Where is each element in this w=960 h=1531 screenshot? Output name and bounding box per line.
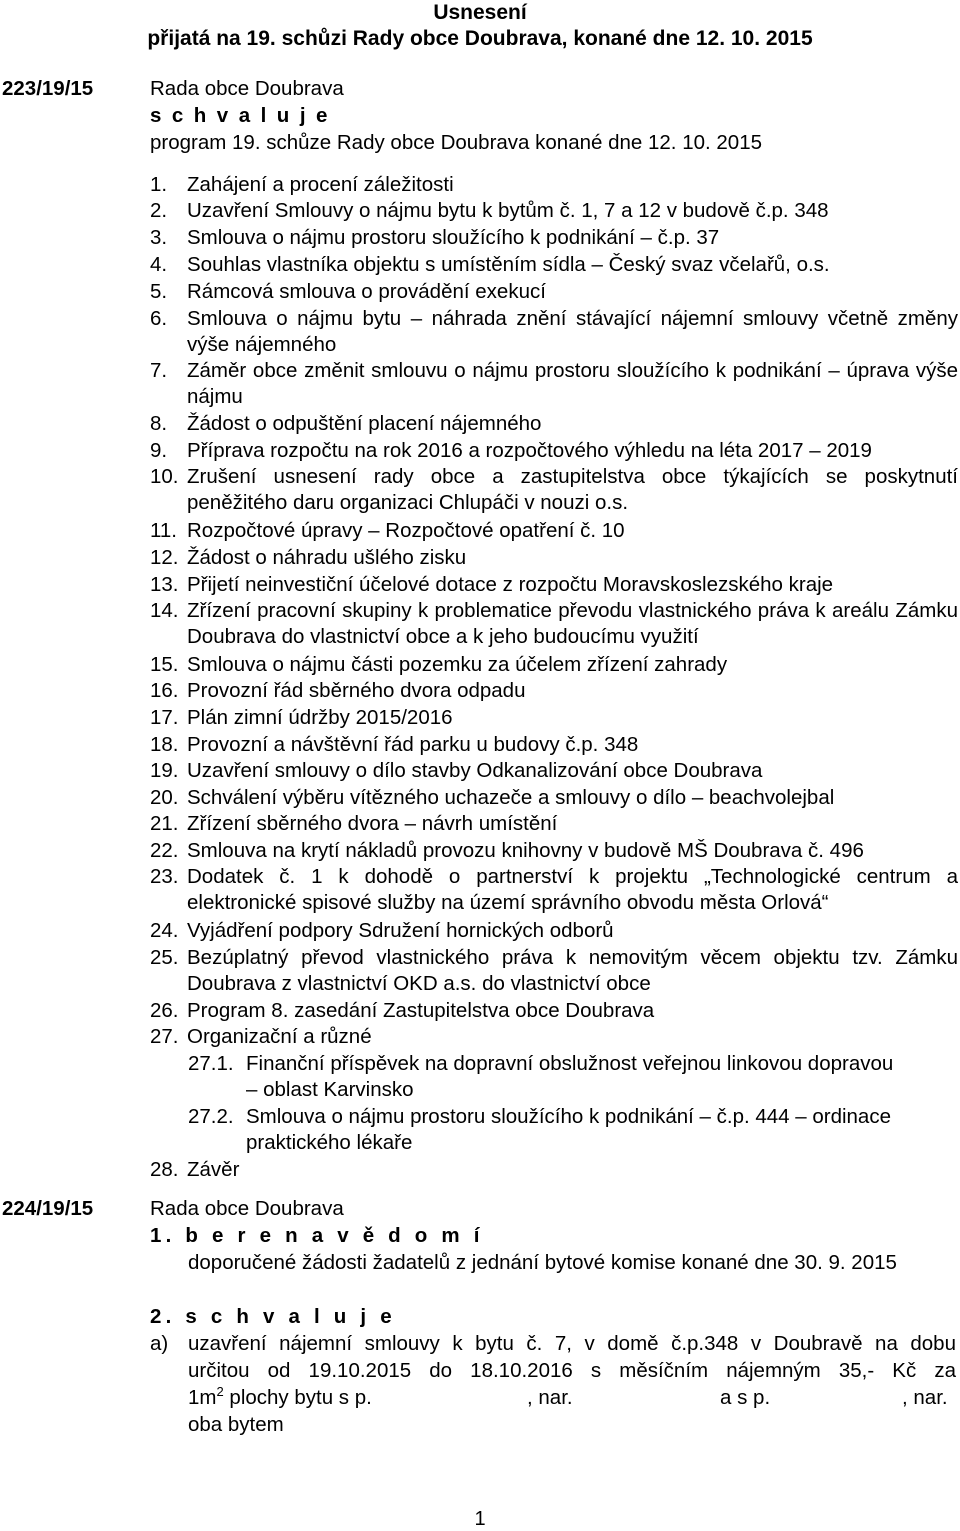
area-text: plochy bytu s p. (223, 1386, 372, 1409)
agenda-item-text: Příprava rozpočtu na rok 2016 a rozpočtového výhledu na léta 2017 – 2019 (187, 439, 872, 462)
agenda-item-text: Zahájení a procení záležitosti (187, 173, 454, 196)
agenda-item-number: 23. (150, 865, 179, 888)
point-a-line-1: uzavření nájemní smlouvy k bytu č. 7, v domě č.p.348 v Doubravě na dobu (188, 1332, 956, 1355)
resolution-body-224: Rada obce Doubrava (150, 1197, 344, 1220)
agenda-item-text: Rámcová smlouva o provádění exekucí (187, 280, 546, 303)
agenda-item-number: 12. (150, 546, 179, 569)
point-a-line-3-start (188, 1385, 372, 1411)
agenda-item-text: Plán zimní údržby 2015/2016 (187, 706, 453, 729)
agenda-item-number: 25. (150, 946, 179, 969)
agenda-item-text: Program 8. zasedání Zastupitelstva obce Doubrava (187, 999, 655, 1022)
agenda-item-number: 28. (150, 1158, 179, 1181)
agenda-item-number: 6. (150, 307, 168, 330)
area-unit: 1m (188, 1386, 217, 1409)
agenda-item-number: 16. (150, 679, 179, 702)
agenda-item-text: Souhlas vlastníka objektu s umístěním sídla – Český svaz včelařů, o.s. (187, 253, 830, 276)
agenda-item-number: 19. (150, 759, 179, 782)
page-number: 1 (474, 1508, 486, 1530)
agenda-subitem-text: Smlouva o nájmu prostoru sloužícího k podnikání – č.p. 444 – ordinace praktického lékaře (246, 1105, 891, 1155)
agenda-item-text: Dodatek č. 1 k dohodě o partnerství k projektu „Technologické centrum a elektronické spisové služby na území správního obvodu města Orlová“ (187, 865, 958, 915)
agenda-item-number: 21. (150, 812, 179, 835)
agenda-item-number: 3. (150, 226, 168, 249)
point-a-label: a) (150, 1332, 169, 1355)
agenda-item-text: Zřízení sběrného dvora – návrh umístění (187, 812, 558, 835)
point-1-heading: 1. b e r e n a v ě d o m í (150, 1224, 484, 1247)
agenda-item-number: 27. (150, 1025, 179, 1048)
agenda-item-number: 7. (150, 359, 168, 382)
agenda-item-number: 10. (150, 465, 179, 488)
document-title: Usnesení (433, 1, 527, 24)
agenda-item-text: Provozní a návštěvní řád parku u budovy č.p. 348 (187, 733, 639, 756)
agenda-item-number: 18. (150, 733, 179, 756)
agenda-subitem-number: 27.2. (188, 1105, 234, 1128)
agenda-item-number: 11. (150, 519, 177, 542)
point-1-text: doporučené žádosti žadatelů z jednání bytové komise konané dne 30. 9. 2015 (188, 1251, 897, 1274)
agenda-item-number: 24. (150, 919, 179, 942)
agenda-item-text: Organizační a různé (187, 1025, 372, 1048)
agenda-item-text: Zrušení usnesení rady obce a zastupitelstva obce týkajících se poskytnutí peněžitého daru organizaci Chlupáči v nouzi o.s. (187, 465, 958, 515)
agenda-item-number: 1. (150, 173, 168, 196)
agenda-item-number: 9. (150, 439, 168, 462)
point-a-line-2: určitou od 19.10.2015 do 18.10.2016 s měsíčním nájemným 35,- Kč za (188, 1359, 956, 1382)
agenda-item-text: Vyjádření podpory Sdružení hornických odborů (187, 919, 614, 942)
agenda-item-number: 26. (150, 999, 179, 1022)
agenda-item-number: 5. (150, 280, 168, 303)
agenda-item-number: 17. (150, 706, 179, 729)
agenda-item-text: Bezúplatný převod vlastnického práva k nemovitým věcem objektu tzv. Zámku Doubrava z vlastnictví OKD a.s. do vlastnictví obce (187, 946, 958, 996)
agenda-subitem-number: 27.1. (188, 1052, 234, 1075)
point-a-second-tenant: a s p. (720, 1386, 771, 1409)
agenda-item-number: 20. (150, 786, 179, 809)
agenda-item-text: Uzavření smlouvy o dílo stavby Odkanalizování obce Doubrava (187, 759, 763, 782)
agenda-item-text: Uzavření Smlouvy o nájmu bytu k bytům č. 1, 7 a 12 v budově č.p. 348 (187, 199, 829, 222)
resolution-number-224: 224/19/15 (2, 1197, 94, 1220)
agenda-item-number: 15. (150, 653, 179, 676)
agenda-item-number: 8. (150, 412, 168, 435)
agenda-item-number: 22. (150, 839, 179, 862)
agenda-item-number: 14. (150, 599, 179, 622)
agenda-item-text: Smlouva o nájmu prostoru sloužícího k podnikání – č.p. 37 (187, 226, 720, 249)
point-a-birth-label-1: , nar. (527, 1386, 573, 1409)
agenda-item-number: 2. (150, 199, 168, 222)
agenda-item-text: Rozpočtové úpravy – Rozpočtové opatření č. 10 (187, 519, 625, 542)
area-unit-exponent: 2 (216, 1384, 224, 1399)
agenda-item-text: Zřízení pracovní skupiny k problematice převodu vlastnického práva k areálu Zámku Doubrava do vlastnictví obce a k jeho budoucímu využití (187, 599, 958, 649)
agenda-item-text: Smlouva na krytí nákladů provozu knihovny v budově MŠ Doubrava č. 496 (187, 839, 864, 862)
document-subtitle: přijatá na 19. schůzi Rady obce Doubrava, konané dne 12. 10. 2015 (147, 27, 813, 50)
agenda-item-text: Přijetí neinvestiční účelové dotace z rozpočtu Moravskoslezského kraje (187, 573, 834, 596)
resolution-number-223: 223/19/15 (2, 77, 94, 100)
point-2-heading: 2. s c h v a l u j e (150, 1305, 396, 1328)
agenda-item-number: 13. (150, 573, 179, 596)
agenda-item-number: 4. (150, 253, 168, 276)
agenda-item-text: Žádost o náhradu ušlého zisku (187, 546, 467, 569)
agenda-item-text: Závěr (187, 1158, 240, 1181)
agenda-item-text: Provozní řád sběrného dvora odpadu (187, 679, 526, 702)
agenda-item-text: Záměr obce změnit smlouvu o nájmu prostoru sloužícího k podnikání – úprava výše nájmu (187, 359, 958, 409)
point-a-line-4: oba bytem (188, 1413, 284, 1436)
program-line: program 19. schůze Rady obce Doubrava konané dne 12. 10. 2015 (150, 131, 762, 154)
agenda-item-text: Smlouva o nájmu části pozemku za účelem zřízení zahrady (187, 653, 728, 676)
point-a-birth-label-2: , nar. (902, 1386, 948, 1409)
agenda-item-text: Smlouva o nájmu bytu – náhrada znění stávající nájemní smlouvy včetně změny výše nájemného (187, 307, 958, 357)
agenda-item-text: Schválení výběru vítězného uchazeče a smlouvy o dílo – beachvolejbal (187, 786, 835, 809)
agenda-subitem-text: Finanční příspěvek na dopravní obslužnost veřejnou linkovou dopravou – oblast Karvinsko (246, 1052, 894, 1102)
agenda-item-text: Žádost o odpuštění placení nájemného (187, 412, 542, 435)
resolution-body-223: Rada obce Doubrava (150, 77, 344, 100)
resolution-verb-223: s c h v a l u j e (150, 104, 330, 127)
